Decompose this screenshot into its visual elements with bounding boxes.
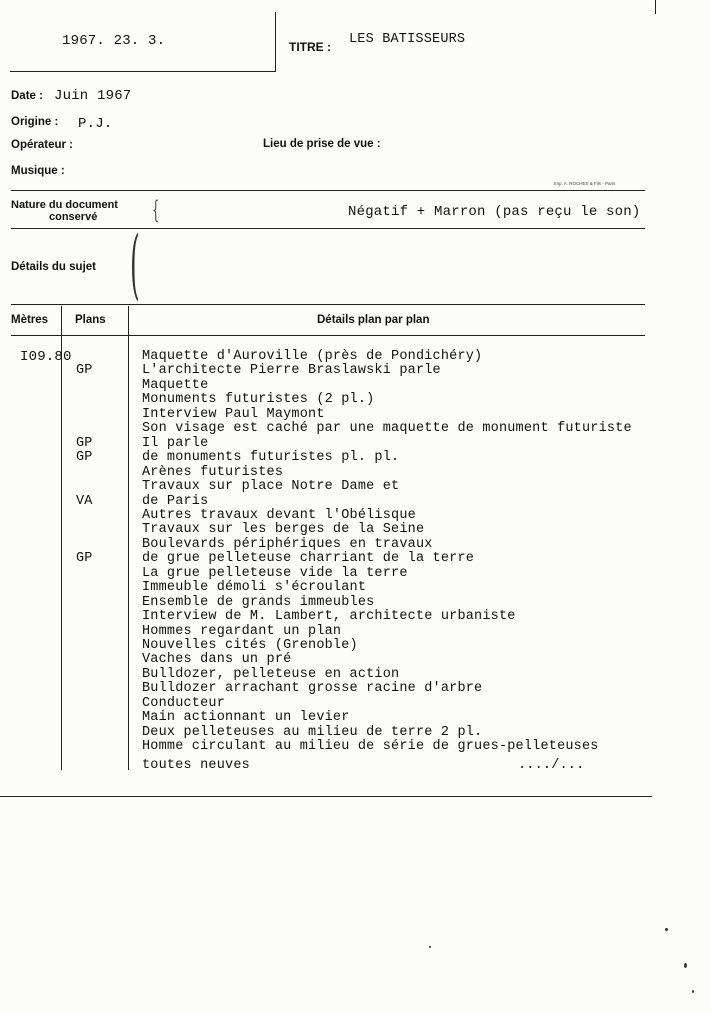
- shot-description: Autres travaux devant l'Obélisque: [142, 507, 416, 523]
- bottom-rule: [0, 796, 652, 797]
- nature-value: Négatif + Marron (pas reçu le son): [348, 204, 641, 220]
- shot-description: Maquette d'Auroville (près de Pondichéry): [142, 349, 483, 364]
- rule-4: [11, 335, 645, 336]
- col-details-header: Détails plan par plan: [317, 314, 430, 326]
- details-sujet-brace: (: [130, 219, 140, 308]
- nature-brace: {: [152, 196, 160, 224]
- shot-row: [0, 363, 711, 378]
- date-label: Date :: [11, 90, 43, 102]
- shot-row: [0, 436, 711, 451]
- metres-value: I09.80: [20, 349, 72, 365]
- shot-plan: GP: [76, 435, 93, 451]
- header-bottom-rule: [10, 71, 276, 72]
- shot-row: [0, 494, 711, 509]
- nature-label-line1: Nature du document: [11, 199, 118, 211]
- shot-row: [0, 681, 711, 696]
- nature-label-line2: conservé: [49, 211, 98, 223]
- shot-description: Nouvelles cités (Grenoble): [142, 638, 358, 653]
- speck: [684, 963, 687, 968]
- col-plans-header: Plans: [75, 314, 106, 326]
- shot-row: [0, 479, 711, 494]
- shot-description: L'architecte Pierre Braslawski parle: [142, 363, 441, 379]
- last-line: toutes neuves: [142, 758, 250, 773]
- nature-label: [11, 199, 118, 223]
- shot-description: Deux pelleteuses au milieu de terre 2 pl.: [142, 724, 483, 740]
- shot-row: [0, 566, 711, 581]
- operateur-label: Opérateur :: [11, 139, 73, 151]
- titre-value: LES BATISSEURS: [349, 32, 466, 47]
- shot-row: [0, 407, 711, 422]
- shot-row: [0, 421, 711, 436]
- shot-row: [0, 537, 711, 552]
- imprint-text: Imp. A. ROCHES & Fils - Paris: [554, 181, 616, 186]
- shot-row: [0, 580, 711, 595]
- shot-row: [0, 392, 711, 407]
- shot-description: La grue pelleteuse vide la terre: [142, 565, 408, 581]
- reference-number: 1967. 23. 3.: [62, 33, 166, 49]
- col-metres-header: Mètres: [11, 314, 49, 326]
- shot-row: [0, 652, 711, 667]
- details-sujet-label: Détails du sujet: [11, 261, 96, 273]
- speck: [692, 990, 694, 993]
- rule-3: [11, 304, 645, 305]
- shot-description: Interview Paul Maymont: [142, 406, 325, 422]
- shot-row: [0, 638, 711, 653]
- shot-description: Bulldozer, pelleteuse en action: [142, 666, 400, 682]
- shot-description: Boulevards périphériques en travaux: [142, 536, 433, 552]
- origine-value: P.J.: [78, 116, 113, 132]
- shot-description: Main actionnant un levier: [142, 710, 350, 726]
- shot-description: Interview de M. Lambert, architecte urbaniste: [142, 609, 516, 625]
- lieu-label: Lieu de prise de vue :: [263, 138, 381, 150]
- speck: [429, 946, 431, 948]
- musique-label: Musique :: [11, 165, 65, 177]
- shot-plan: VA: [76, 493, 93, 509]
- shot-description: Bulldozer arrachant grosse racine d'arbre: [142, 681, 483, 697]
- shot-description: Monuments futuristes (2 pl.): [142, 392, 375, 408]
- shot-description: Conducteur: [142, 695, 226, 711]
- shot-plan: GP: [76, 363, 93, 379]
- shot-description: Son visage est caché par une maquette de monument futuriste: [142, 421, 632, 437]
- shot-description: Il parle: [142, 435, 209, 451]
- shot-row: [0, 508, 711, 523]
- continuation-mark: ..../...: [518, 758, 585, 773]
- shot-description: Travaux sur place Notre Dame et: [142, 479, 400, 495]
- speck: [665, 928, 668, 931]
- shot-description: Maquette: [142, 377, 209, 393]
- shot-row: [0, 725, 711, 740]
- titre-label: TITRE :: [289, 40, 331, 54]
- shot-plan: GP: [76, 450, 93, 466]
- shot-description: de grue pelleteuse charriant de la terre: [142, 551, 475, 567]
- shot-description: Arènes futuristes: [142, 464, 284, 480]
- shot-row: [0, 349, 711, 364]
- corner-mark: [655, 0, 656, 14]
- shot-description: Homme circulant au milieu de série de grues-pelleteuses: [142, 739, 599, 755]
- date-value: Juin 1967: [54, 88, 132, 104]
- shot-description: Immeuble démoli s'écroulant: [142, 580, 367, 596]
- shot-plan: GP: [76, 551, 93, 567]
- shot-description: Hommes regardant un plan: [142, 623, 342, 639]
- shot-description: Travaux sur les berges de la Seine: [142, 522, 425, 538]
- shot-row: [0, 522, 711, 537]
- shot-row: [0, 378, 711, 393]
- origine-label: Origine :: [11, 116, 59, 128]
- shot-row: [0, 609, 711, 624]
- shot-description: Ensemble de grands immeubles: [142, 594, 375, 610]
- shot-row: [0, 696, 711, 711]
- shot-description: de monuments futuristes pl. pl.: [142, 450, 400, 466]
- shot-row: [0, 667, 711, 682]
- shot-row: [0, 710, 711, 725]
- rule-1: [11, 190, 645, 191]
- shot-row: [0, 739, 711, 754]
- shot-row: [0, 450, 711, 465]
- shot-description: Vaches dans un pré: [142, 652, 292, 668]
- shot-description: de Paris: [142, 493, 209, 509]
- shot-row: [0, 551, 711, 566]
- header-divider: [275, 12, 276, 72]
- shot-row: [0, 465, 711, 480]
- rule-2: [11, 228, 645, 229]
- shot-row: [0, 595, 711, 610]
- shot-row: [0, 624, 711, 639]
